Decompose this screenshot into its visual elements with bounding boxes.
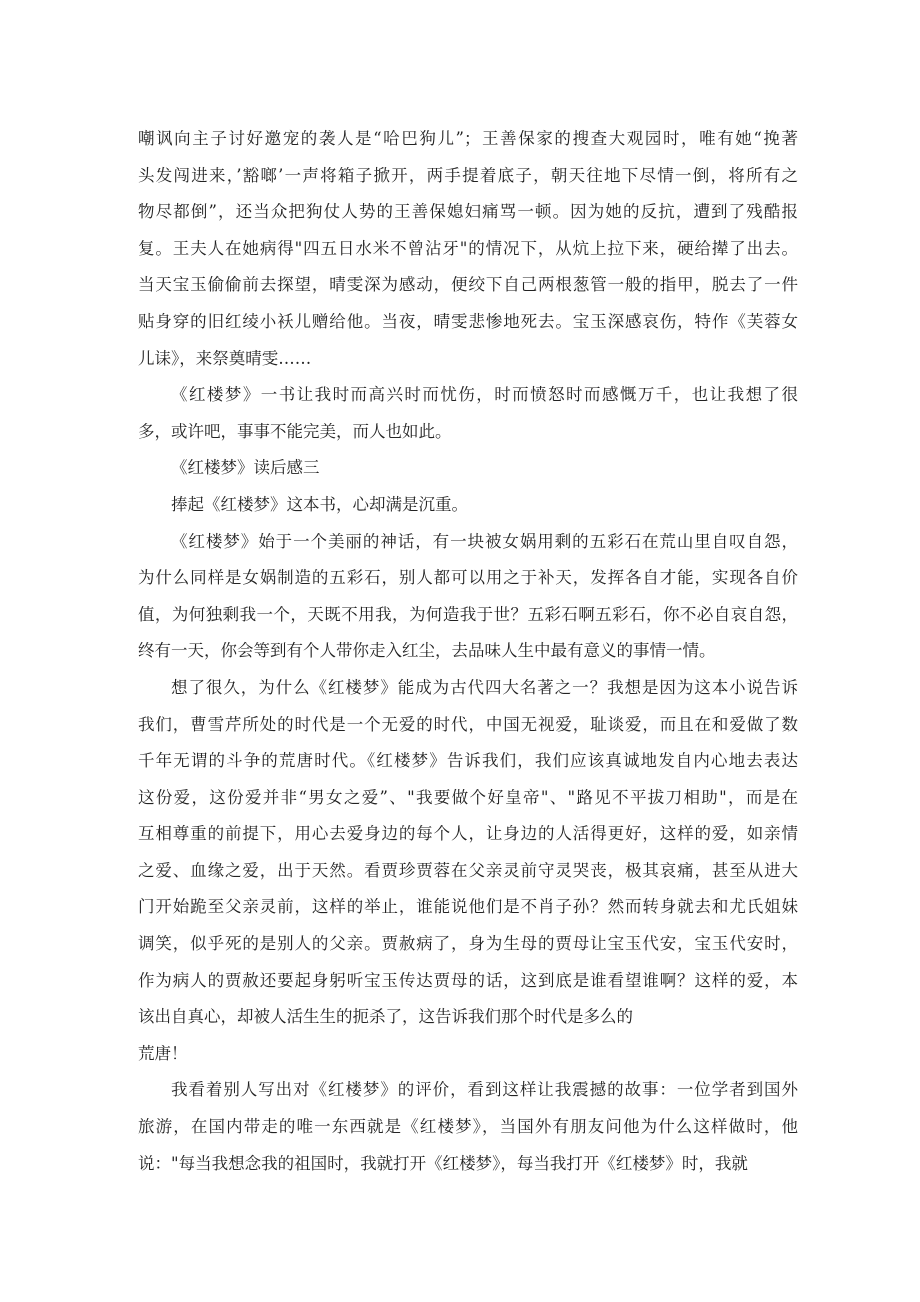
paragraph (138, 524, 798, 670)
text-line: 旅游，在国内带走的唯一东西就是《红楼梦》，当国外有朋友问他为什么这样做时，他 (138, 1117, 798, 1137)
paragraph (138, 1036, 798, 1073)
text-line: 互相尊重的前提下，用心去爱身边的每个人，让身边的人活得更好，这样的爱，如亲情 (138, 824, 798, 844)
text-line: 这份爱，这份爱并非“男女之爱”、"我要做个好皇帝"、"路见不平拔刀相助"，而是在 (138, 787, 798, 807)
paragraph (138, 121, 798, 377)
text-line: 物尽都倒”，还当众把狗仗人势的王善保媳妇痛骂一顿。因为她的反抗，遭到了残酷报 (138, 202, 798, 222)
text-line: 门开始跪至父亲灵前，这样的举止，谁能说他们是不肖子孙？然而转身就去和尤氏姐妹 (138, 897, 798, 917)
text-line: 我们，曹雪芹所处的时代是一个无爱的时代，中国无视爱，耻谈爱，而且在和爱做了数 (138, 714, 798, 734)
text-line: 当天宝玉偷偷前去探望，晴雯深为感动，便绞下自己两根葱管一般的指甲，脱去了一件 (138, 275, 798, 295)
text-line: 荒唐！ (138, 1043, 188, 1063)
text-line: 该出自真心，却被人活生生的扼杀了，这告诉我们那个时代是多么的 (138, 1007, 633, 1027)
text-line: 我看着别人写出对《红楼梦》的评价，看到这样让我震撼的故事：一位学者到国外 (171, 1080, 798, 1100)
text-line: 儿诔》，来祭奠晴雯…… (138, 348, 312, 368)
text-line: 捧起《红楼梦》这本书，心却满是沉重。 (171, 494, 468, 514)
text-line: 《红楼梦》读后感三 (171, 458, 320, 478)
paragraph (138, 1072, 798, 1182)
text-line: 《红楼梦》一书让我时而高兴时而忧伤，时而愤怒时而感慨万千，也让我想了很 (171, 385, 798, 405)
text-line: 终有一天，你会等到有个人带你走入红尘，去品味人生中最有意义的事情一情。 (138, 641, 716, 661)
document-body (138, 121, 798, 1182)
paragraph (138, 487, 798, 524)
text-line: 《红楼梦》始于一个美丽的神话，有一块被女娲用剩的五彩石在荒山里自叹自怨， (171, 531, 798, 551)
paragraph (138, 377, 798, 450)
text-line: 值，为何独剩我一个，天既不用我，为何造我于世？五彩石啊五彩石，你不必自哀自怨， (138, 604, 798, 624)
text-line: 说："每当我想念我的祖国时，我就打开《红楼梦》，每当我打开《红楼梦》时，我就 (138, 1153, 748, 1173)
text-line: 之爱、血缘之爱，出于天然。看贾珍贾蓉在父亲灵前守灵哭丧，极其哀痛，甚至从进大 (138, 860, 798, 880)
text-line: 头发闯进来，’豁啷’一声将箱子掀开，两手提着底子，朝天往地下尽情一倒，将所有之 (138, 165, 798, 185)
paragraph (138, 670, 798, 1036)
text-line: 千年无谓的斗争的荒唐时代。《红楼梦》告诉我们，我们应该真诚地发自内心地去表达 (138, 751, 798, 771)
text-line: 多，或许吧，事事不能完美，而人也如此。 (138, 421, 452, 441)
text-line: 复。王夫人在她病得"四五日水米不曾沾牙"的情况下，从炕上拉下来，硬给撵了出去。 (138, 238, 798, 258)
text-line: 贴身穿的旧红绫小袄儿赠给他。当夜，晴雯悲惨地死去。宝玉深感哀伤，特作《芙蓉女 (138, 311, 798, 331)
text-line: 作为病人的贾赦还要起身躬听宝玉传达贾母的话，这到底是谁看望谁啊？这样的爱，本 (138, 970, 798, 990)
text-line: 为什么同样是女娲制造的五彩石，别人都可以用之于补天，发挥各自才能，实现各自价 (138, 568, 798, 588)
text-line: 想了很久，为什么《红楼梦》能成为古代四大名著之一？我想是因为这本小说告诉 (171, 677, 798, 697)
text-line: 嘲讽向主子讨好邀宠的袭人是“哈巴狗儿”；王善保家的搜查大观园时，唯有她“挽著 (138, 129, 798, 148)
paragraph (138, 450, 798, 487)
text-line: 调笑，似乎死的是别人的父亲。贾赦病了，身为生母的贾母让宝玉代安，宝玉代安时， (138, 934, 798, 954)
